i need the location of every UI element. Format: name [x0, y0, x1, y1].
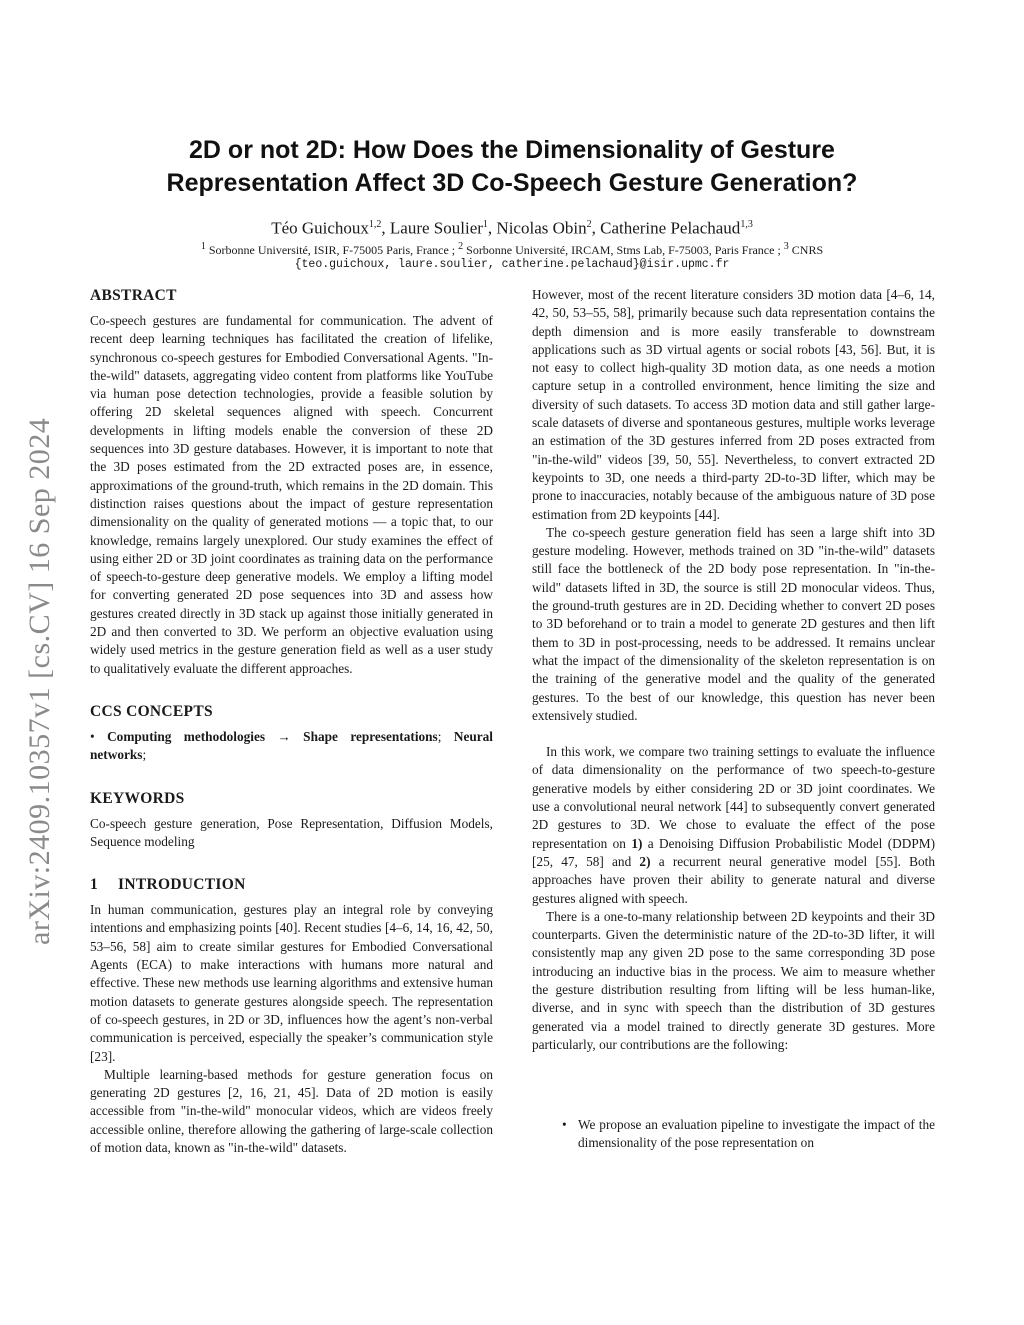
- author-name: Nicolas Obin: [496, 218, 587, 238]
- body-paragraph-1: However, most of the recent literature considers 3D motion data [4–6, 14, 42, 50, 53–55, 58], primarily because such data representation contains the depth dimension and is more easily transferable to downstream applications such as 3D virtual agents or social robots [43, 56]. But, it is not easy to collect high-quality 3D motion data, as one needs a motion capture setup in a controlled environment, hence limiting the size and diversity of such datasets. To access 3D motion data and still gather large-scale datasets of diverse and spontaneous gestures, multiple works leverage an estimation of the 3D gestures inferred from 2D poses extracted from "in-the-wild" videos [39, 50, 55]. Nevertheless, to convert extracted 2D keypoints to 3D, one needs a third-party 2D-to-3D lifter, which may be prone to inaccuracies, notably because of the ambiguous nature of 3D pose estimation from 2D keypoints [44].: [532, 287, 935, 522]
- author-separator: ,: [591, 218, 601, 238]
- section-title: INTRODUCTION: [118, 876, 246, 894]
- keywords-text: Co-speech gesture generation, Pose Representation, Diffusion Models, Sequence modeling: [90, 815, 493, 849]
- affiliations: [110, 239, 914, 258]
- author-separator: ,: [381, 218, 390, 238]
- abstract-text: Co-speech gestures are fundamental for communication. The advent of recent deep learning techniques has facilitated the creation of lifelike, synchronous co-speech gestures for Embodied Conversational Agents. "In-the-wild" datasets, aggregating video content from platforms like YouTube via human pose detection technologies, provide a feasible solution by offering 2D skeletal sequences aligned with speech. Concurrent developments in lifting models enable the conversion of these 2D sequences into 3D gesture databases. However, it is important to note that the 3D poses estimated from the 2D extracted poses are, in essence, approximations of the ground-truth, which remains in the 2D domain. This distinction raises questions about the impact of gesture representation dimensionality on the quality of generated motions — a topic that, to our knowledge, remains largely unexplored. Our study examines the effect of using either 2D or 3D joint coordinates as training data on the performance of speech-to-gesture deep generative models. We employ a lifting model for converting generated 2D pose sequences into 3D and assess how gestures created directly in 3D stack up against those initially generated in 2D and then converted to 3D. We perform an objective evaluation using widely used metrics in the gesture generation field as well as a user study to qualitatively evaluate the different approaches.: [90, 313, 493, 676]
- left-column: [90, 286, 493, 1157]
- affil-mark: 1: [200, 241, 206, 252]
- ccs-concepts-text: [90, 728, 493, 765]
- section-spacer: [90, 765, 493, 789]
- bullet-text: We propose an evaluation pipeline to investigate the impact of the dimensionality of the pose representation on: [578, 1117, 935, 1151]
- paragraph-spacer: [532, 725, 935, 743]
- author-affil-mark: 1,3: [740, 219, 753, 230]
- affil-mark: 2: [458, 241, 464, 252]
- p3-text: In this work, we compare two training settings to evaluate the influence of data dimensionality on the performance of two speech-to-gesture generative models by either considering 2D or 3D joint coordinates. We use a convolutional neural network [44] to subsequently convert generated 2D gestures to 3D. We chose to evaluate the effect of the pose representation on: [532, 744, 935, 851]
- author-list: [110, 214, 914, 240]
- bullet-dot: •: [562, 1117, 567, 1133]
- intro-paragraph-1: In human communication, gestures play an integral role by conveying intentions and emphasizing points [40]. Recent studies [4–6, 14, 16, 42, 50, 53–56, 58] aim to create similar gestures for Embodied Conversational Agents (ECA) to make interactions with humans more natural and effective. These new methods use learning algorithms and extensive human motion datasets to generate gestures alongside speech. The representation of co-speech gestures, in 2D or 3D, influences how the agent’s non-verbal communication is perceived, especially the speaker’s communication style [23].: [90, 902, 493, 1064]
- p3-text: a recurrent neural generative model [55]. Both approaches have proven their ability to generate natural and diverse gestures aligned with speech.: [532, 853, 935, 906]
- intro-paragraph-2: Multiple learning-based methods for gesture generation focus on generating 2D gestures [2, 16, 21, 45]. Data of 2D motion is easily accessible from "in-the-wild" monocular videos, which are videos freely accessible online, therefore allowing the gathering of large-scale collection of motion data, known as "in-the-wild" datasets.: [90, 1066, 493, 1155]
- author-affil-mark: 1,2: [368, 219, 382, 230]
- affil-mark: 3: [783, 241, 789, 252]
- ccs-end: ;: [142, 747, 147, 763]
- affil-text: CNRS: [788, 243, 824, 257]
- ccs-bullet: •: [90, 728, 95, 744]
- ccs-concept: Neural networks: [90, 728, 494, 763]
- author-name: Catherine Pelachaud: [600, 218, 741, 238]
- ccs-arrow: →: [277, 728, 291, 744]
- paragraph-spacer: [532, 1054, 935, 1116]
- arxiv-identifier[interactable]: arXiv:2409.10357v1 [cs.CV] 16 Sep 2024: [23, 417, 56, 945]
- abstract-heading: ABSTRACT: [90, 287, 177, 304]
- title-line-2: Representation Affect 3D Co-Speech Gesture Generation?: [166, 169, 858, 197]
- section-spacer: [90, 678, 493, 702]
- author-separator: ,: [487, 218, 497, 238]
- list-marker-2: 2): [639, 853, 651, 869]
- body-paragraph-2: The co-speech gesture generation field has seen a large shift into 3D gesture modeling. However, methods trained on 3D "in-the-wild" datasets still face the bottleneck of the 2D body pose representation. In "in-the-wild" datasets lifted in 3D, the source is still 2D monocular videos. Thus, the ground-truth gestures are in 2D. Deciding whether to convert 2D poses to 3D beforehand or to train a model to generate 2D gestures and then lift them to 3D in post-processing, needs to be addressed. It remains unclear what the impact of the dimensionality of the skeleton representation is on the training of the generative model and the quality of the generated gestures. To the best of our knowledge, this question has never been extensively studied.: [532, 524, 935, 723]
- paper-title: [110, 134, 914, 200]
- affil-text: Sorbonne Université, ISIR, F-75005 Paris, France ;: [205, 243, 459, 257]
- ccs-concept: Computing methodologies: [107, 728, 266, 744]
- intro-heading: [90, 875, 493, 895]
- author-name: Téo Guichoux: [271, 218, 369, 238]
- body-paragraph-3: [532, 743, 935, 908]
- section-number: 1: [90, 876, 99, 894]
- right-column: [532, 286, 935, 1153]
- author-name: Laure Soulier: [389, 218, 483, 238]
- ccs-concept: Shape representations: [303, 728, 438, 744]
- affil-text: Sorbonne Université, IRCAM, Stms Lab, F-75003, Paris France ;: [463, 243, 784, 257]
- list-marker-1: 1): [631, 835, 643, 851]
- author-affil-mark: 2: [586, 219, 592, 230]
- title-line-1: 2D or not 2D: How Does the Dimensionality of Gesture: [189, 136, 835, 164]
- contribution-bullet-1: [532, 1116, 935, 1153]
- keywords-heading: KEYWORDS: [90, 789, 185, 807]
- ccs-separator: ;: [437, 728, 442, 744]
- section-spacer: [90, 851, 493, 875]
- p3-text: a Denoising Diffusion Probabilistic Model (DDPM) [25, 47, 58] and: [532, 835, 935, 869]
- body-paragraph-4: There is a one-to-many relationship between 2D keypoints and their 3D counterparts. Given the deterministic nature of the 2D-to-3D lifter, it will consistently map any given 2D pose to the same corresponding 3D pose introducing an inductive bias in the process. We aim to measure whether the gesture distribution resulting from lifting will be less human-like, diverse, and in sync with speech than the distribution of 3D gestures generated via a model trained to directly generate 3D gestures. More particularly, our contributions are the following:: [532, 908, 935, 1052]
- author-affil-mark: 1: [482, 219, 488, 230]
- author-emails: {teo.guichoux, laure.soulier, catherine.pelachaud}@isir.upmc.fr: [294, 258, 730, 271]
- ccs-heading: CCS CONCEPTS: [90, 702, 213, 720]
